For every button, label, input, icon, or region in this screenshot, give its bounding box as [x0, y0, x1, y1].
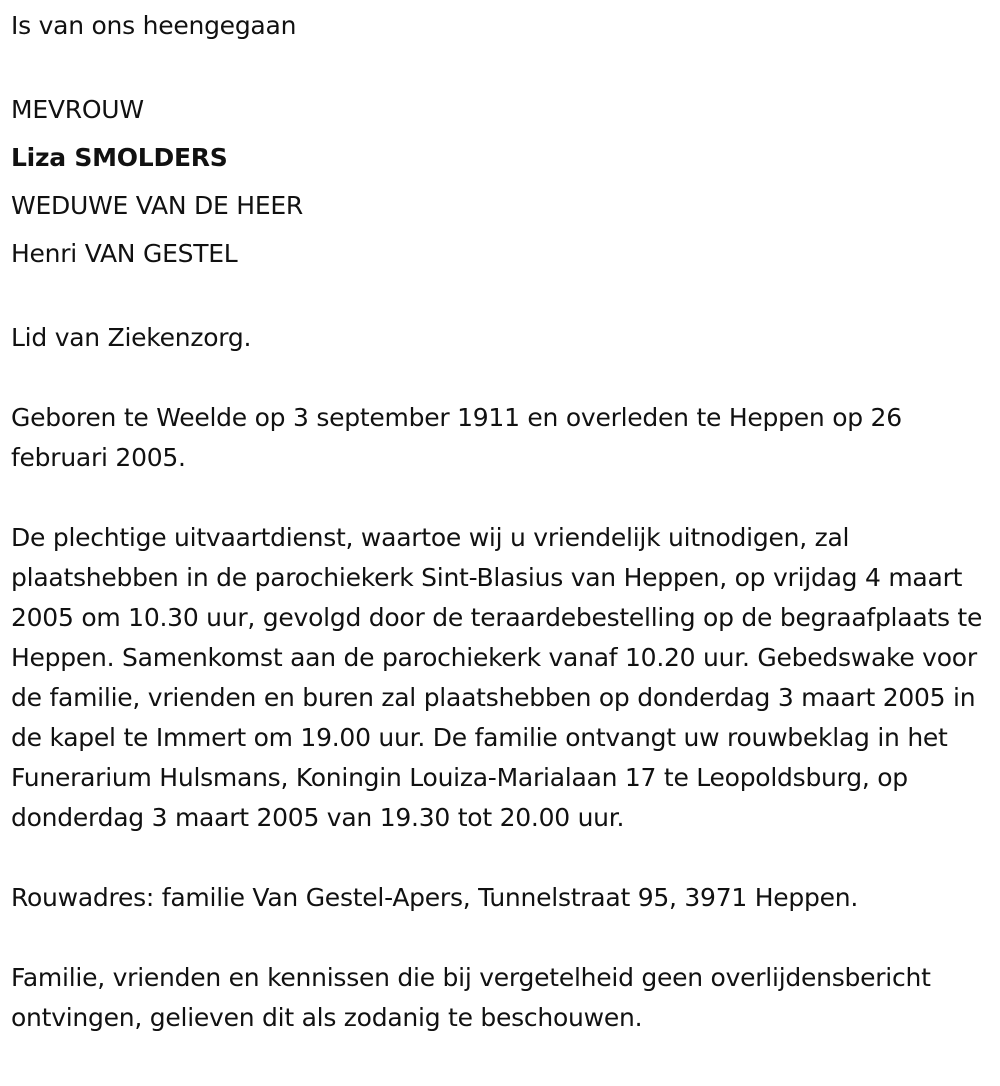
- title-line: MEVROUW: [11, 95, 144, 124]
- spouse-name: Henri VAN GESTEL: [11, 239, 238, 268]
- intro-line: Is van ons heengegaan: [11, 11, 297, 40]
- membership-line: Lid van Ziekenzorg.: [11, 323, 252, 352]
- relation-line: WEDUWE VAN DE HEER: [11, 191, 304, 220]
- birth-death-paragraph: Geboren te Weelde op 3 september 1911 en overleden te Heppen op 26 februari 2005.: [11, 403, 902, 472]
- closing-paragraph: Familie, vrienden en kennissen die bij vergetelheid geen overlijdensbericht ontvingen, gelieven dit als zodanig te beschouwen.: [11, 963, 931, 1032]
- ceremony-paragraph: De plechtige uitvaartdienst, waartoe wij u vriendelijk uitnodigen, zal plaatshebben in de parochiekerk Sint-Blasius van Heppen, op vrijdag 4 maart 2005 om 10.30 uur, gevolgd door de teraardebestelling op de begraafplaats te Heppen. Samenkomst aan de parochiekerk vanaf 10.20 uur. Gebedswake voor de familie, vrienden en buren zal plaatshebben op donderdag 3 maart 2005 in de kapel te Immert om 19.00 uur. De familie ontvangt uw rouwbeklag in het Funerarium Hulsmans, Koningin Louiza-Marialaan 17 te Leopoldsburg, op donderdag 3 maart 2005 van 19.30 tot 20.00 uur.: [11, 523, 983, 832]
- deceased-name: Liza SMOLDERS: [11, 143, 228, 172]
- address-paragraph: Rouwadres: familie Van Gestel-Apers, Tunnelstraat 95, 3971 Heppen.: [11, 883, 859, 912]
